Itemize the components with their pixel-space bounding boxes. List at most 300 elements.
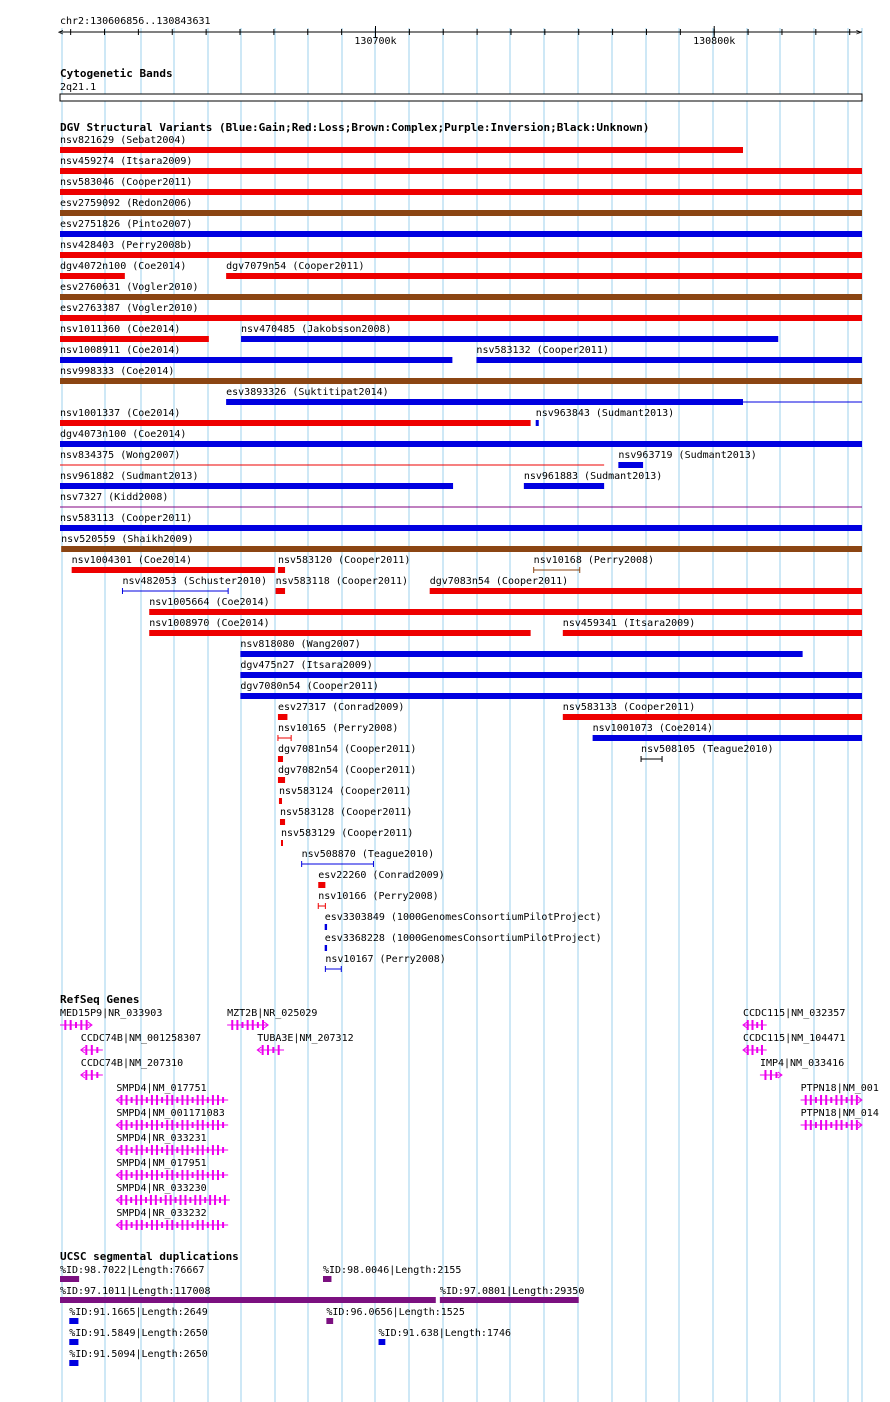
dgv-variant-bar — [325, 945, 327, 951]
dgv-variant[interactable] — [60, 471, 453, 489]
gene-exon — [187, 1220, 189, 1230]
dgv-variant-list — [60, 135, 862, 972]
segdup-label: %ID:98.0046|Length:2155 — [322, 1265, 462, 1276]
dgv-variant-label: nsv508870 (Teague2010) — [301, 849, 435, 860]
refseq-gene-label: SMPD4|NR_033232 — [116, 1208, 207, 1219]
ruler-right-arrow-icon: > — [856, 28, 862, 38]
gene-exon — [262, 1020, 264, 1030]
dgv-variant[interactable] — [278, 765, 416, 783]
dgv-variant-bar — [226, 273, 862, 279]
dgv-variant-bar — [60, 168, 862, 174]
gene-exon — [835, 1120, 837, 1130]
gene-exon — [136, 1220, 138, 1230]
dgv-variant[interactable] — [278, 555, 410, 573]
segdup-item[interactable] — [60, 1286, 436, 1303]
refseq-gene-label: PTPN18|NM_014 — [800, 1108, 879, 1119]
gene-exon — [141, 1220, 143, 1230]
gene-exon — [136, 1095, 138, 1105]
dgv-variant[interactable] — [60, 345, 452, 363]
segdup-item[interactable] — [69, 1349, 207, 1366]
refseq-gene-label: SMPD4|NM_017951 — [116, 1158, 207, 1169]
gene-exon — [166, 1145, 168, 1155]
dgv-variant-label: nsv1005664 (Coe2014) — [149, 597, 270, 608]
gene-exon — [171, 1120, 173, 1130]
dgv-variant[interactable] — [60, 156, 862, 174]
gene-exon — [856, 1120, 858, 1130]
segdup-label: %ID:96.0656|Length:1525 — [326, 1307, 465, 1318]
gene-exon — [222, 1097, 224, 1103]
dgv-variant-bar — [60, 231, 862, 237]
dgv-variant-bar — [60, 336, 209, 342]
gene-exon — [120, 1220, 122, 1230]
gene-exon — [175, 1197, 177, 1203]
dgv-variant-label: nsv470485 (Jakobsson2008) — [241, 324, 392, 335]
gene-exon — [85, 1070, 87, 1080]
dgv-variant-bar — [325, 924, 327, 930]
gene-exon — [150, 1195, 152, 1205]
dgv-variant-bar — [278, 714, 287, 720]
segdup-item[interactable] — [69, 1307, 207, 1324]
gene-exon — [96, 1047, 98, 1053]
gene-exon — [136, 1120, 138, 1130]
gene-exon — [166, 1220, 168, 1230]
dgv-variant[interactable] — [318, 870, 444, 888]
dgv-variant[interactable] — [149, 618, 530, 636]
gene-exon — [176, 1222, 178, 1228]
refseq-gene[interactable] — [81, 1058, 183, 1080]
gene-exon — [217, 1220, 219, 1230]
gene-exon — [187, 1095, 189, 1105]
dgv-variant-label: esv2751826 (Pinto2007) — [60, 219, 193, 230]
dgv-variant[interactable] — [60, 366, 862, 384]
dgv-variant-bar — [281, 840, 283, 846]
gene-exon — [805, 1120, 807, 1130]
gene-exon — [120, 1145, 122, 1155]
gene-exon — [170, 1195, 172, 1205]
dgv-variant[interactable] — [60, 492, 862, 507]
dgv-variant[interactable] — [72, 555, 275, 573]
refseq-gene-label: CCDC74B|NM_001258307 — [80, 1033, 202, 1044]
gene-exon — [120, 1120, 122, 1130]
refseq-gene[interactable] — [116, 1183, 229, 1205]
dgv-variant-bar — [226, 399, 743, 405]
gene-exon — [224, 1195, 226, 1205]
dgv-variant[interactable] — [60, 450, 604, 465]
gene-exon — [146, 1222, 148, 1228]
gene-exon — [171, 1095, 173, 1105]
refseq-gene[interactable] — [60, 1008, 162, 1030]
dgv-variant-label: nsv1008911 (Coe2014) — [60, 345, 181, 356]
segdup-item[interactable] — [69, 1328, 207, 1345]
segdup-item[interactable] — [323, 1265, 461, 1282]
segdup-list — [60, 1265, 584, 1366]
gene-exon — [192, 1122, 194, 1128]
cytoband-bar[interactable] — [60, 94, 862, 101]
refseq-gene[interactable] — [743, 1033, 845, 1055]
gene-exon — [212, 1120, 214, 1130]
gene-exon — [64, 1020, 66, 1030]
dgv-variant-bar — [318, 882, 325, 888]
gene-exon — [815, 1097, 817, 1103]
dgv-variant[interactable] — [60, 513, 862, 531]
gene-exon — [197, 1095, 199, 1105]
gene-exon — [161, 1147, 163, 1153]
gene-exon — [131, 1172, 133, 1178]
gene-exon — [176, 1172, 178, 1178]
dgv-variant[interactable] — [281, 828, 413, 846]
gene-exon — [156, 1170, 158, 1180]
gene-exon — [217, 1120, 219, 1130]
gene-exon — [131, 1222, 133, 1228]
dgv-variant-bar — [563, 630, 862, 636]
gene-exon — [141, 1120, 143, 1130]
gene-exon — [810, 1095, 812, 1105]
gene-exon — [257, 1022, 259, 1028]
segdup-bar — [440, 1297, 579, 1303]
dgv-variant-label: nsv963843 (Sudmant2013) — [535, 408, 675, 419]
gene-exon — [835, 1095, 837, 1105]
gene-exon — [156, 1220, 158, 1230]
dgv-variant[interactable] — [61, 534, 862, 552]
gene-exon — [161, 1097, 163, 1103]
dgv-variant[interactable] — [149, 597, 862, 615]
dgv-variant[interactable] — [563, 618, 862, 636]
refseq-gene-label: CCDC115|NM_032357 — [743, 1008, 846, 1019]
gene-exon — [747, 1045, 749, 1055]
gene-exon — [184, 1195, 186, 1205]
dgv-variant-label: nsv1011360 (Coe2014) — [60, 324, 181, 335]
segdup-label: %ID:98.7022|Length:76667 — [60, 1265, 205, 1276]
gene-exon — [141, 1145, 143, 1155]
gene-exon — [181, 1145, 183, 1155]
dgv-variant[interactable] — [240, 660, 862, 678]
refseq-gene[interactable] — [801, 1108, 879, 1130]
gene-exon — [197, 1145, 199, 1155]
dgv-variant[interactable] — [60, 177, 862, 195]
gene-exon — [176, 1122, 178, 1128]
dgv-variant-label: dgv7083n54 (Cooper2011) — [429, 576, 569, 587]
dgv-variant[interactable] — [60, 408, 531, 426]
refseq-gene-label: CCDC74B|NM_207310 — [80, 1058, 184, 1069]
dgv-variant-bar — [279, 798, 282, 804]
gene-exon — [751, 1020, 753, 1030]
dgv-variant-label: nsv10165 (Perry2008) — [277, 723, 399, 734]
gene-exon — [219, 1197, 221, 1203]
gene-exon — [231, 1020, 233, 1030]
gene-exon — [151, 1220, 153, 1230]
dgv-variant-bar — [430, 588, 862, 594]
refseq-genes-track[interactable] — [60, 993, 879, 1230]
track-title-cytogenetic-bands: Cytogenetic Bands — [60, 67, 173, 80]
gene-exon — [820, 1095, 822, 1105]
dgv-variant[interactable] — [325, 912, 602, 930]
segdup-label: %ID:91.638|Length:1746 — [378, 1328, 511, 1339]
gene-exon — [151, 1145, 153, 1155]
segdup-label: %ID:97.1011|Length:117008 — [60, 1286, 211, 1297]
dgv-variant-bar — [60, 420, 531, 426]
refseq-gene[interactable] — [257, 1033, 353, 1055]
dgv-variant-bar — [60, 252, 862, 258]
dgv-variant[interactable] — [60, 219, 862, 237]
dgv-variant-bar — [240, 672, 862, 678]
gene-exon — [156, 1095, 158, 1105]
gene-exon — [756, 1022, 758, 1028]
dgv-variant[interactable] — [226, 387, 743, 405]
gene-exon — [202, 1145, 204, 1155]
refseq-gene[interactable] — [743, 1008, 845, 1030]
dgv-variant-bar — [60, 273, 125, 279]
dgv-variant-label: nsv583046 (Cooper2011) — [60, 177, 193, 188]
dgv-variant-label: esv2760631 (Vogler2010) — [60, 282, 199, 293]
gene-exon — [131, 1122, 133, 1128]
dgv-variant-bar — [60, 147, 743, 153]
dgv-variant-label: dgv4072n100 (Coe2014) — [60, 261, 187, 272]
gene-exon — [825, 1095, 827, 1105]
dgv-variant[interactable] — [618, 450, 756, 468]
ruler-left-arrow-icon: < — [58, 28, 64, 38]
dgv-variant[interactable] — [60, 429, 862, 447]
dgv-variant[interactable] — [476, 345, 862, 363]
dgv-structural-variants-track[interactable] — [60, 121, 862, 972]
refseq-gene-label: TUBA3E|NM_207312 — [257, 1033, 354, 1044]
cytogenetic-bands-track[interactable] — [60, 67, 862, 101]
dgv-variant-bar — [241, 336, 778, 342]
dgv-variant[interactable] — [325, 933, 602, 951]
dgv-variant-bar — [60, 525, 862, 531]
gene-exon — [202, 1170, 204, 1180]
dgv-variant[interactable] — [280, 807, 412, 825]
dgv-variant-label: esv3893326 (Suktitipat2014) — [226, 387, 389, 398]
refseq-gene[interactable] — [760, 1058, 844, 1080]
gene-exon — [130, 1197, 132, 1203]
gene-exon — [131, 1097, 133, 1103]
gene-exon — [202, 1120, 204, 1130]
gene-exon — [86, 1020, 88, 1030]
gene-exon — [85, 1045, 87, 1055]
dgv-variant[interactable] — [278, 723, 398, 741]
gene-exon — [841, 1120, 843, 1130]
segdup-bar — [69, 1318, 78, 1324]
gene-exon — [70, 1020, 72, 1030]
gene-exon — [126, 1220, 128, 1230]
dgv-variant-bar — [278, 567, 285, 573]
track-title-refseq: RefSeq Genes — [60, 993, 140, 1006]
gene-exon — [192, 1222, 194, 1228]
dgv-variant-label: dgv7082n54 (Cooper2011) — [277, 765, 417, 776]
ruler-tick-label: 130700k — [354, 36, 397, 47]
segdup-item[interactable] — [326, 1307, 464, 1324]
gene-exon — [189, 1197, 191, 1203]
gene-exon — [187, 1145, 189, 1155]
track-title-segdup: UCSC segmental duplications — [60, 1250, 239, 1263]
dgv-variant[interactable] — [302, 849, 434, 867]
dgv-variant-bar — [278, 777, 285, 783]
dgv-variant[interactable] — [60, 135, 743, 153]
dgv-variant-label: nsv482053 (Schuster2010) — [122, 576, 267, 587]
gene-exon — [151, 1095, 153, 1105]
dgv-variant-label: nsv583133 (Cooper2011) — [562, 702, 696, 713]
segdup-item[interactable] — [440, 1286, 585, 1303]
dgv-variant-label: esv3368228 (1000GenomesConsortiumPilotProject) — [324, 933, 602, 944]
dgv-variant-label: nsv961882 (Sudmant2013) — [60, 471, 199, 482]
dgv-variant-label: esv27317 (Conrad2009) — [277, 702, 405, 713]
dgv-variant-label: nsv998333 (Coe2014) — [60, 366, 175, 377]
dgv-variant[interactable] — [60, 324, 209, 342]
segdup-bar — [60, 1297, 436, 1303]
dgv-variant-bar — [536, 420, 539, 426]
gene-exon — [161, 1122, 163, 1128]
dgv-variant-bar — [240, 693, 862, 699]
dgv-variant[interactable] — [278, 702, 404, 720]
dgv-variant[interactable] — [563, 702, 862, 720]
gene-exon — [141, 1095, 143, 1105]
dgv-variant-bar — [60, 378, 862, 384]
gene-exon — [136, 1145, 138, 1155]
dgv-variant-bar — [60, 483, 453, 489]
dgv-variant[interactable] — [641, 744, 773, 762]
dgv-variant[interactable] — [122, 576, 267, 594]
gene-exon — [236, 1020, 238, 1030]
gene-exon — [197, 1170, 199, 1180]
gene-exon — [192, 1147, 194, 1153]
dgv-variant-label: nsv428403 (Perry2008b) — [60, 240, 193, 251]
refseq-gene-label: SMPD4|NM_017751 — [116, 1083, 207, 1094]
dgv-variant[interactable] — [278, 744, 416, 762]
dgv-variant[interactable] — [60, 240, 862, 258]
segdup-bar — [60, 1276, 79, 1282]
gene-exon — [120, 1095, 122, 1105]
dgv-variant-bar — [61, 546, 862, 552]
segdup-item[interactable] — [60, 1265, 205, 1282]
gene-exon — [207, 1222, 209, 1228]
dgv-variant[interactable] — [60, 198, 862, 216]
gene-exon — [222, 1172, 224, 1178]
segdup-item[interactable] — [379, 1328, 511, 1345]
gene-exon — [131, 1147, 133, 1153]
ruler-location-label: chr2:130606856..130843631 — [60, 16, 211, 27]
dgv-variant-bar — [476, 357, 862, 363]
refseq-gene[interactable] — [801, 1083, 879, 1105]
gene-exon — [846, 1122, 848, 1128]
dgv-variant[interactable] — [534, 555, 654, 573]
gene-exon — [217, 1170, 219, 1180]
gene-exon — [272, 1047, 274, 1053]
gene-exon — [846, 1097, 848, 1103]
gene-exon — [146, 1147, 148, 1153]
refseq-gene-label: CCDC115|NM_104471 — [743, 1033, 846, 1044]
dgv-variant-label: nsv583124 (Cooper2011) — [278, 786, 412, 797]
dgv-variant-label: nsv821629 (Sebat2004) — [60, 135, 187, 146]
gene-exon — [207, 1122, 209, 1128]
dgv-variant[interactable] — [325, 954, 445, 972]
dgv-variant[interactable] — [318, 891, 438, 909]
gene-exon — [197, 1220, 199, 1230]
dgv-variant[interactable] — [536, 408, 674, 426]
dgv-variant-label: esv22260 (Conrad2009) — [318, 870, 445, 881]
dgv-variant-label: esv2763387 (Vogler2010) — [60, 303, 199, 314]
dgv-variant[interactable] — [524, 471, 662, 489]
dgv-variant-label: nsv583132 (Cooper2011) — [476, 345, 609, 356]
gene-exon — [126, 1170, 128, 1180]
dgv-variant[interactable] — [593, 723, 862, 741]
gene-exon — [247, 1020, 249, 1030]
gene-exon — [199, 1195, 201, 1205]
segdup-label: %ID:91.5849|Length:2650 — [69, 1328, 208, 1339]
gene-exon — [192, 1172, 194, 1178]
refseq-gene-label: SMPD4|NR_033230 — [116, 1183, 207, 1194]
dgv-variant-label: nsv583128 (Cooper2011) — [279, 807, 413, 818]
dgv-variant-label: nsv1008970 (Coe2014) — [149, 618, 270, 629]
dgv-variant-label: dgv4073n100 (Coe2014) — [60, 429, 187, 440]
dgv-variant-label: dgv7081n54 (Cooper2011) — [277, 744, 417, 755]
dgv-variant-bar — [72, 567, 275, 573]
gene-exon — [156, 1120, 158, 1130]
dgv-variant-label: nsv818080 (Wang2007) — [240, 639, 361, 650]
dgv-variant[interactable] — [60, 282, 862, 300]
dgv-variant[interactable] — [60, 303, 862, 321]
gene-exon — [165, 1195, 167, 1205]
gene-exon — [851, 1120, 853, 1130]
gene-exon — [756, 1047, 758, 1053]
dgv-variant-label: dgv475n27 (Itsara2009) — [240, 660, 373, 671]
segmental-duplications-track[interactable] — [60, 1250, 584, 1366]
dgv-variant[interactable] — [60, 261, 186, 279]
gene-exon — [160, 1197, 162, 1203]
gene-exon — [96, 1072, 98, 1078]
gene-exon — [176, 1147, 178, 1153]
dgv-variant-label: dgv7080n54 (Cooper2011) — [240, 681, 379, 692]
dgv-variant-label: nsv10166 (Perry2008) — [318, 891, 439, 902]
gene-exon — [214, 1195, 216, 1205]
dgv-variant-label: nsv10168 (Perry2008) — [533, 555, 655, 566]
segdup-bar — [323, 1276, 331, 1282]
dgv-variant[interactable] — [279, 786, 411, 804]
gene-exon — [192, 1097, 194, 1103]
gene-exon — [197, 1120, 199, 1130]
refseq-gene[interactable] — [116, 1108, 228, 1130]
gene-exon — [194, 1195, 196, 1205]
gene-exon — [155, 1195, 157, 1205]
gene-exon — [764, 1070, 766, 1080]
gene-exon — [176, 1097, 178, 1103]
gene-exon — [209, 1195, 211, 1205]
gene-exon — [222, 1147, 224, 1153]
dgv-variant[interactable] — [240, 681, 862, 699]
gene-exon — [166, 1095, 168, 1105]
gene-exon — [166, 1120, 168, 1130]
refseq-gene[interactable] — [116, 1158, 228, 1180]
gene-exon — [146, 1097, 148, 1103]
refseq-gene[interactable] — [116, 1208, 228, 1230]
segdup-bar — [326, 1318, 333, 1324]
dgv-variant-label: nsv10167 (Perry2008) — [325, 954, 446, 965]
gene-exon — [180, 1195, 182, 1205]
gene-exon — [156, 1145, 158, 1155]
gene-exon — [820, 1120, 822, 1130]
dgv-variant-label: nsv459341 (Itsara2009) — [562, 618, 696, 629]
dgv-variant-label: nsv1001073 (Coe2014) — [592, 723, 714, 734]
gene-exon — [120, 1195, 122, 1205]
gene-exon — [830, 1122, 832, 1128]
gene-exon — [217, 1095, 219, 1105]
gene-exon — [207, 1172, 209, 1178]
dgv-variant[interactable] — [240, 639, 802, 657]
refseq-gene[interactable] — [116, 1083, 228, 1105]
gene-exon — [171, 1170, 173, 1180]
coordinate-ruler[interactable] — [58, 16, 862, 47]
gene-exon — [80, 1020, 82, 1030]
refseq-gene[interactable] — [116, 1133, 228, 1155]
